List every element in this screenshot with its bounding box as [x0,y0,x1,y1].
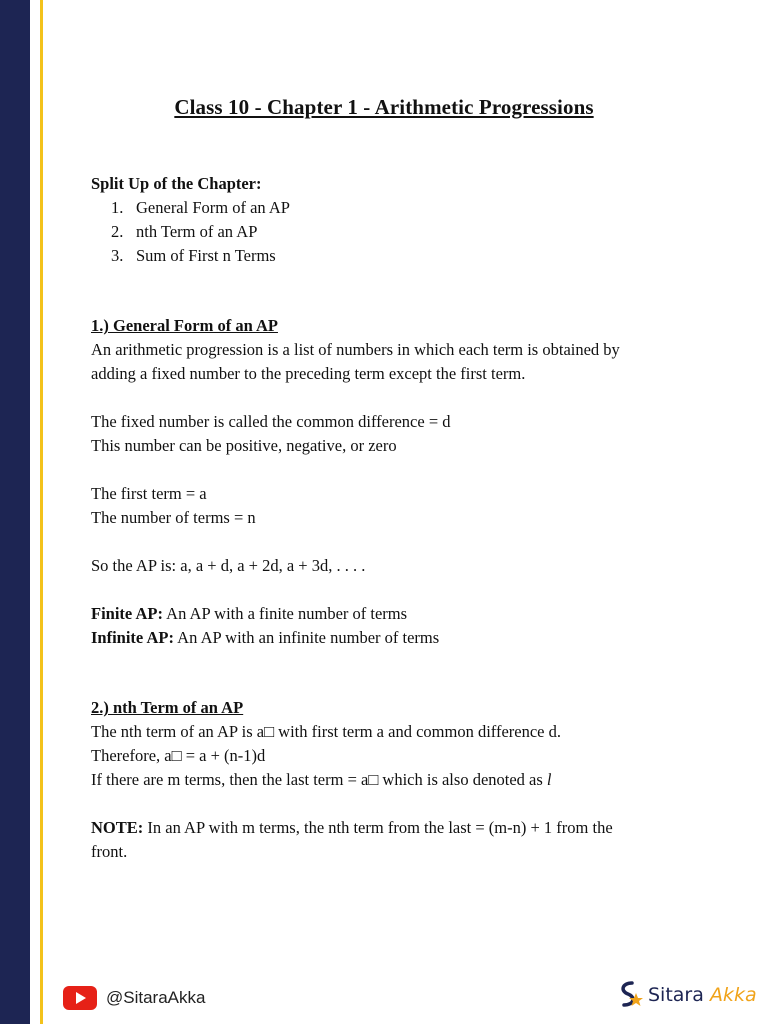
number-of-terms-text: The number of terms = n [91,508,256,527]
nth-term-line1: The nth term of an AP is a□ with first term a and common difference d. [91,722,562,741]
page-title: Class 10 - Chapter 1 - Arithmetic Progressions [174,95,594,119]
list-text: General Form of an AP [136,198,290,217]
list-number: 2. [111,222,124,241]
list-number: 3. [111,246,124,265]
list-item [91,220,691,244]
common-difference-text: The fixed number is called the common difference = d [91,412,451,431]
nth-term-line2: Therefore, a□ = a + (n-1)d [91,746,266,765]
brand-wordmark [648,983,757,1007]
infinite-ap-line [91,626,691,650]
list-text: nth Term of an AP [136,222,258,241]
section1-intro-line1: An arithmetic progression is a list of numbers in which each term is obtained by [91,340,620,359]
split-up-list [91,196,691,268]
infinite-ap-label: Infinite AP: [91,628,174,647]
list-item [91,244,691,268]
list-text: Sum of First n Terms [136,246,276,265]
section2-heading: 2.) nth Term of an AP [91,698,244,717]
brand-part2: Akka [709,984,757,1006]
youtube-icon[interactable] [63,986,97,1010]
left-gold-line [40,0,43,1024]
note-line2: front. [91,842,128,861]
last-term-symbol: l [546,770,552,789]
section1-heading: 1.) General Form of an AP [91,316,278,335]
finite-ap-label: Finite AP: [91,604,163,623]
list-number: 1. [111,198,124,217]
brand-part1: Sitara [648,984,704,1006]
note-line1 [91,816,691,840]
youtube-handle[interactable]: @SitaraAkka [106,988,206,1007]
finite-ap-line [91,602,691,626]
split-up-heading: Split Up of the Chapter: [91,174,262,193]
last-term-text: If there are m terms, then the last term = a□ which is also denoted as [91,770,547,789]
sign-note-text: This number can be positive, negative, or zero [91,436,397,455]
finite-ap-text: An AP with a finite number of terms [162,604,408,623]
infinite-ap-text: An AP with an infinite number of terms [173,628,440,647]
section1-intro-line2: adding a fixed number to the preceding term except the first term. [91,364,526,383]
left-navy-bar [0,0,30,1024]
first-term-text: The first term = a [91,484,207,503]
nth-term-line3 [91,768,691,792]
ap-form-text: So the AP is: a, a + d, a + 2d, a + 3d, . . . . [91,556,366,575]
note-text: In an AP with m terms, the nth term from the last = (m-n) + 1 from the [143,818,613,837]
list-item [91,196,691,220]
note-label: NOTE: [91,818,144,837]
document-body [91,172,691,864]
